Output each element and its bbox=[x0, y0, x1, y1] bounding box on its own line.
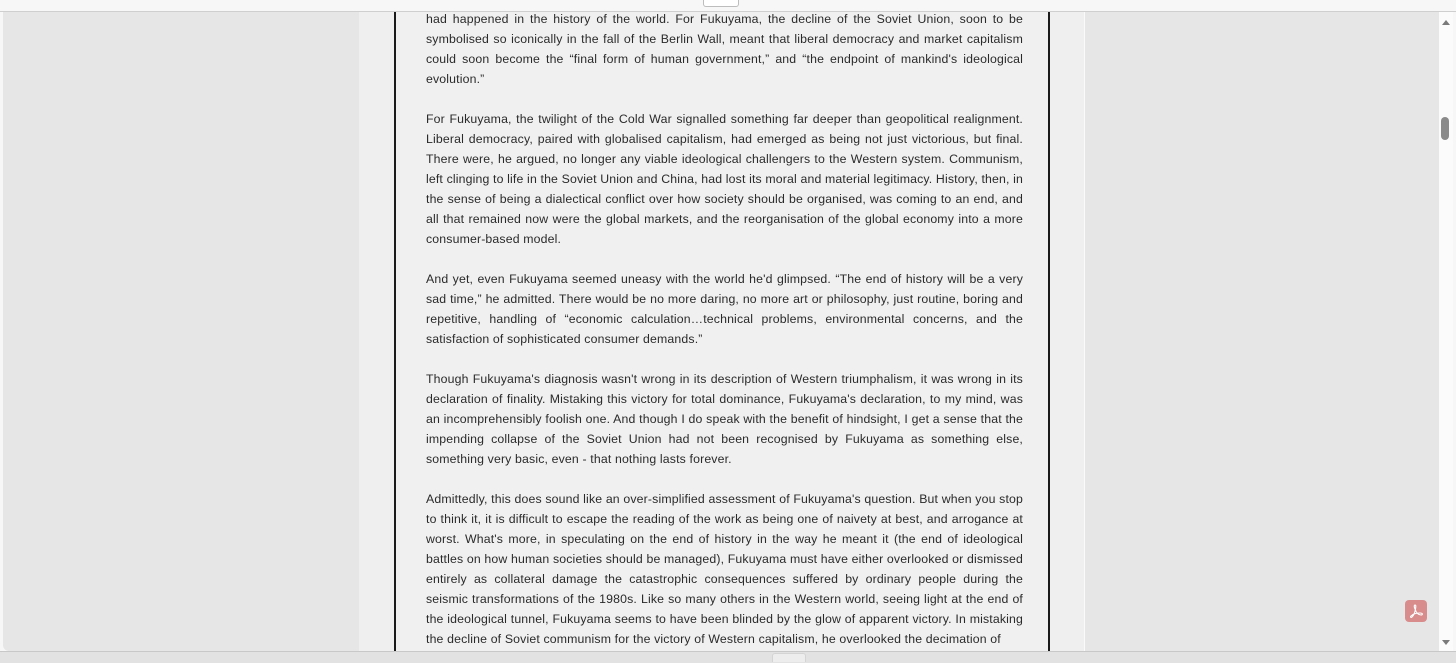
scrollbar-thumb[interactable] bbox=[1441, 117, 1449, 140]
paragraph: Admittedly, this does sound like an over-simplified assessment of Fukuyama's question. But when you stop to think it, it is difficult to escape the reading of the work as being one of naivety at best, and arrogance at worst. What's more, in speculating on the end of history in the way he meant it (the end of ideological battles on how human societies should be managed), Fukuyama must have either overlooked or dismissed entirely as collateral damage the catastrophic consequences suffered by ordinary people during the seismic transformations of the 1980s. Like so many others in the Western world, seeing light at the end of the ideological tunnel, Fukuyama seems to have been blinded by the glow of apparent victory. In mistaking the decline of Soviet communism for the victory of Western capitalism, he overlooked the decimation of bbox=[426, 492, 1023, 646]
top-toolbar-toggle[interactable] bbox=[703, 0, 739, 7]
bottom-toolbar-toggle[interactable] bbox=[772, 653, 806, 662]
triangle-down-icon[interactable] bbox=[1442, 640, 1450, 645]
document-page bbox=[394, 12, 1050, 651]
paragraph: Though Fukuyama's diagnosis wasn't wrong in its description of Western triumphalism, it was wrong in its declaration of finality. Mistaking this victory for total dominance, Fukuyama's declaration, to my mind, was an incomprehensibly foolish one. And though I do speak with the benefit of hindsight, I get a sense that the impending collapse of the Soviet Union had not been recognised by Fukuyama as something else, something very basic, even - that nothing lasts forever. bbox=[426, 372, 1023, 466]
acrobat-pdf-icon bbox=[1408, 603, 1424, 619]
paragraph: And yet, even Fukuyama seemed uneasy with the world he'd glimpsed. “The end of history will be a very sad time,” he admitted. There would be no more daring, no more art or philosophy, just routine, boring and repetitive, handling of “economic calculation…technical problems, environmental concerns, and the satisfaction of sophisticated consumer demands.” bbox=[426, 272, 1023, 346]
top-toolbar bbox=[0, 0, 1456, 12]
vertical-scrollbar[interactable] bbox=[1439, 12, 1453, 651]
bottom-toolbar bbox=[0, 651, 1456, 663]
document-viewport[interactable] bbox=[3, 12, 1439, 651]
document-body bbox=[426, 12, 1023, 651]
paragraph: had happened in the history of the world. For Fukuyama, the decline of the Soviet Union, soon to be symbolised so iconically in the fall of the Berlin Wall, meant that liberal democracy and market capitalism could soon become the “final form of human government,” and “the endpoint of mankind's ideological evolution.” bbox=[426, 12, 1023, 86]
triangle-up-icon[interactable] bbox=[1442, 20, 1450, 25]
paragraph: For Fukuyama, the twilight of the Cold War signalled something far deeper than geopolitical realignment. Liberal democracy, paired with globalised capitalism, had emerged as being not just victorious, but final. There were, he argued, no longer any viable ideological challengers to the Western system. Communism, left clinging to life in the Soviet Union and China, had lost its moral and material legitimacy. History, then, in the sense of being a dialectical conflict over how society should be organised, was coming to an end, and all that remained now were the global markets, and the reorganisation of the global economy into a more consumer-based model. bbox=[426, 112, 1023, 246]
pdf-export-button[interactable] bbox=[1405, 600, 1427, 622]
